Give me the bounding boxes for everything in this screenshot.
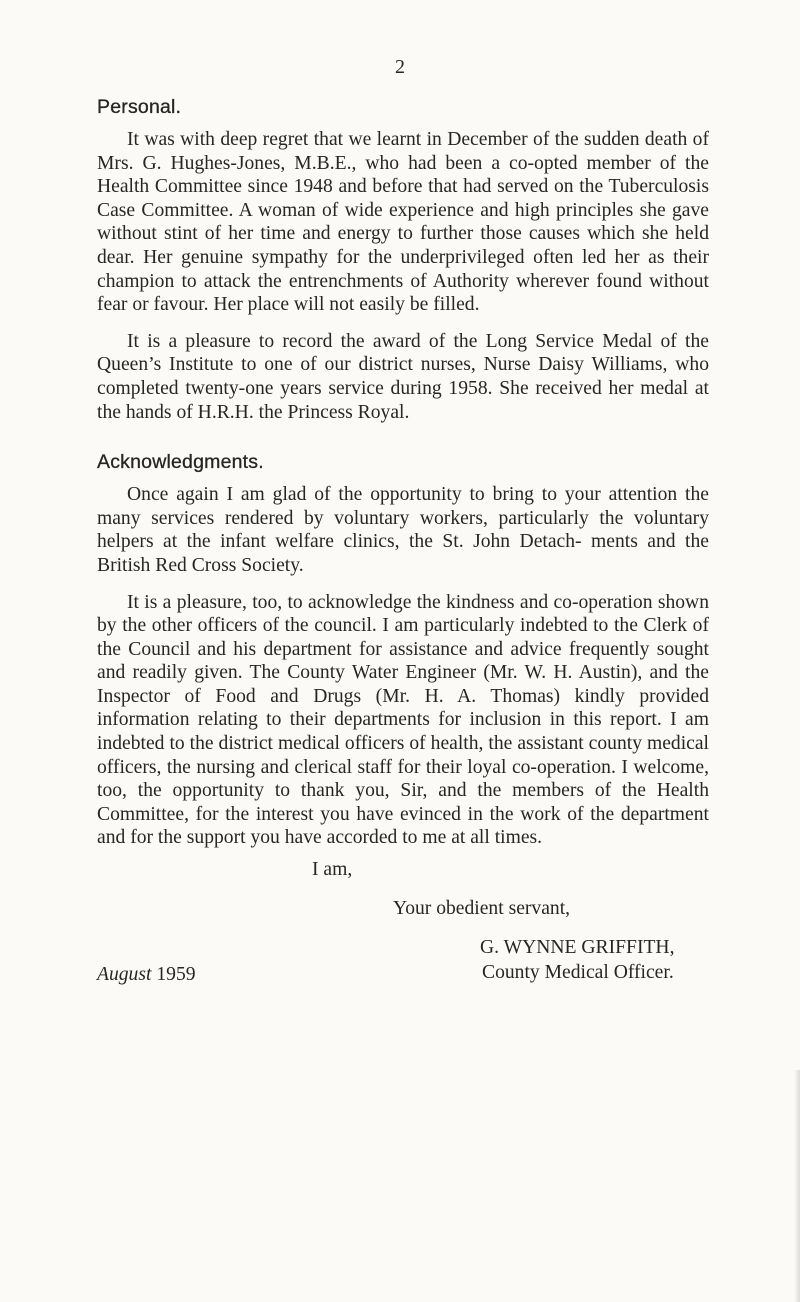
- paragraph-voluntary-services: Once again I am glad of the opportunity to bring to your attention the many services rendered by voluntary workers, particularly the voluntary helpers at the infant welfare clinics, the St. John Detach- ments and the British Red Cross Society.: [97, 484, 709, 576]
- signatory-title: County Medical Officer.: [482, 962, 674, 983]
- closing-i-am: I am,: [312, 859, 353, 880]
- date-year: 1959: [156, 964, 196, 985]
- section-heading-acknowledgments: Acknowledgments.: [97, 451, 264, 474]
- closing-servant: Your obedient servant,: [393, 898, 571, 919]
- section-heading-personal: Personal.: [97, 96, 182, 118]
- page-number: 2: [395, 56, 405, 78]
- page-edge-shadow: [794, 1070, 800, 1302]
- signatory-name: G. WYNNE GRIFFITH,: [480, 937, 675, 958]
- body-text: [97, 96, 709, 863]
- paragraph-obituary: It was with deep regret that we learnt in December of the sudden death of Mrs. G. Hughes-Jones, M.B.E., who had been a co-opted member of the Health Committee since 1948 and before that had served on the Tuberculosis Case Committee. A woman of wide experience and high principles she gave without stint of her time and energy to further those causes which she held dear. Her genuine sympathy for the underprivileged often led her as their champion to attack the entrenchments of Authority wherever found without fear or favour. Her place will not easily be filled.: [97, 129, 709, 316]
- date-month: August: [97, 964, 152, 985]
- paragraph-thanks-officers: It is a pleasure, too, to acknowledge the kindness and co-operation shown by the other officers of the council. I am particularly indebted to the Clerk of the Council and his department for assistance and advice frequently sought and readily given. The County Water Engineer (Mr. W. H. Austin), and the Inspector of Food and Drugs (Mr. H. A. Thomas) kindly provided information relating to their departments for inclusion in this report. I am indebted to the district medical officers of health, the assistant county medical officers, the nursing and clerical staff for their loyal co-operation. I welcome, too, the opportunity to thank you, Sir, and the members of the Health Committee, for the interest you have evinced in the work of the department and for the support you have accorded to me at all times.: [97, 591, 709, 849]
- paragraph-medal-award: It is a pleasure to record the award of the Long Service Medal of the Queen’s Institute to one of our district nurses, Nurse Daisy Williams, who completed twenty-one years service during 1958. She received her medal at the hands of H.R.H. the Princess Royal.: [97, 330, 709, 423]
- document-date: [97, 964, 196, 986]
